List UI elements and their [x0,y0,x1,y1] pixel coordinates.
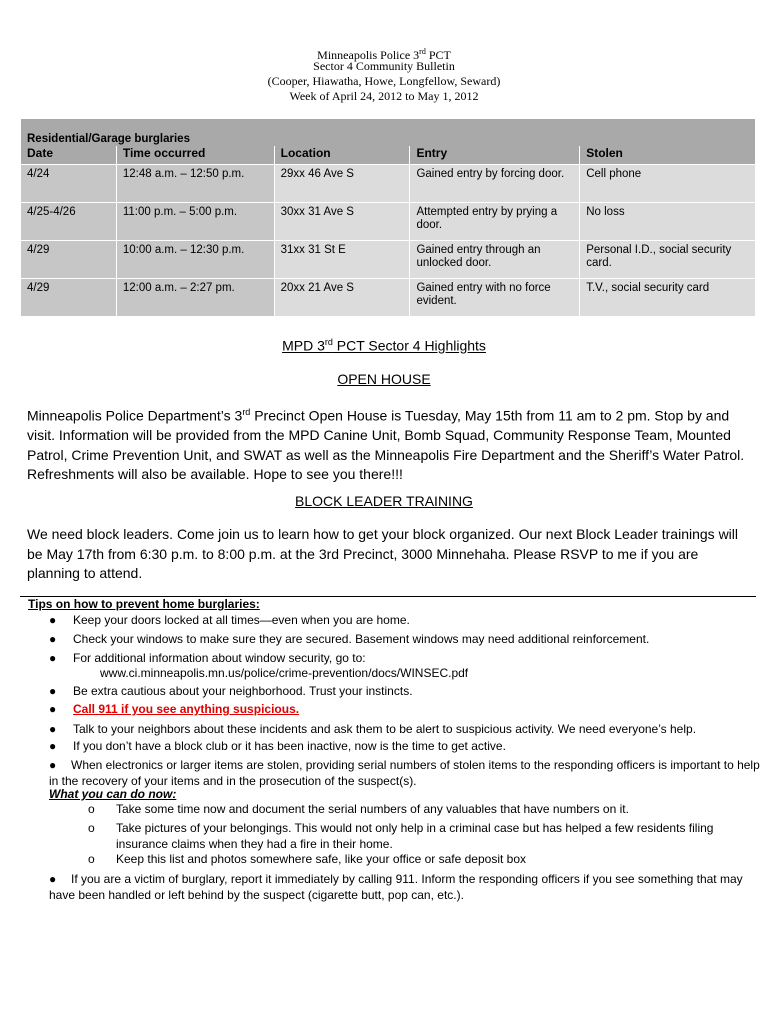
cell-date: 4/24 [21,165,117,203]
bullet-icon: ● [49,613,57,627]
table-row [21,241,756,279]
circle-bullet-icon: o [88,802,95,816]
cell-entry: Gained entry through an unlocked door. [410,241,580,279]
open-house-superscript: rd [242,407,251,417]
block-leader-paragraph: We need block leaders. Come join us to learn how to get your block organized. Our next Block Leader trainings will be May 17th from 6:30 p.m. to 8:00 p.m. at the 3rd Precinct, 3000 Minnehaha. Please RSVP to me if you are planning to attend. [27,526,739,581]
cell-time: 12:00 a.m. – 2:27 pm. [116,279,274,317]
sub-bullet-text: Take pictures of your belongings. This would not only help in a criminal case but has helped a few residents filing insurance claims when they had a fire in their home. [116,821,714,851]
tip-text: Talk to your neighbors about these incidents and ask them to be alert to suspicious activity. We need everyone’s help. [73,722,697,736]
cell-entry: Gained entry by forcing door. [410,165,580,203]
call-911-warning: Call 911 if you see anything suspicious. [73,702,300,716]
tip-text: Keep your doors locked at all times—even when you are home. [73,613,410,627]
open-house-paragraph [27,403,755,485]
tip-text: If you are a victim of burglary, report it immediately by calling 911. Inform the responding officers if you see something that may have been handled or left behind by the suspect (cigarette butt, pop can, etc.). [49,872,743,902]
circle-bullet-icon: o [88,821,95,835]
highlights-title-text: MPD 3 [282,337,325,354]
highlights-title-superscript: rd [324,337,333,347]
header-line-2: Sector 4 Community Bulletin [313,59,455,73]
header-line-1-text: Minneapolis Police 3 [317,48,420,62]
open-house-text-continued: Precinct Open House is Tuesday, May 15th from 11 am to 2 pm. Stop by and visit. Information will be provided from the MPD Canine Unit, Bomb Squad, Community Response Team, Mounted Patrol, Crime Prevention Unit, and SWAT as well as the Minneapolis Fire Department and the Sheriff’s Water Patrol. Refreshments will also be available. Hope to see you there!!! [27,407,745,483]
header-week: Week of April 24, 2012 to May 1, 2012 [289,89,479,103]
tips-title: Tips on how to prevent home burglaries: [28,597,260,611]
bullet-icon: ● [49,758,57,772]
cell-time: 11:00 p.m. – 5:00 p.m. [116,203,274,241]
window-security-link[interactable]: www.ci.minneapolis.mn.us/police/crime-prevention/docs/WINSEC.pdf [100,666,469,680]
bullet-icon: ● [49,684,57,698]
cell-stolen: No loss [580,203,756,241]
cell-entry: Attempted entry by prying a door. [410,203,580,241]
table-row [21,203,756,241]
tip-text: If you don’t have a block club or it has been inactive, now is the time to get active. [73,739,506,753]
sub-bullet-text: Keep this list and photos somewhere safe, like your office or safe deposit box [116,852,527,866]
column-header-entry: Entry [410,146,580,165]
cell-stolen: T.V., social security card [580,279,756,317]
column-header-location: Location [274,146,410,165]
table-title-row [21,119,756,147]
bullet-icon: ● [49,739,57,753]
cell-stolen: Cell phone [580,165,756,203]
open-house-heading: OPEN HOUSE [337,371,431,387]
circle-bullet-icon: o [88,852,95,866]
bullet-icon: ● [49,872,57,886]
column-header-time: Time occurred [116,146,274,165]
table-row [21,279,756,317]
cell-time: 10:00 a.m. – 12:30 p.m. [116,241,274,279]
cell-time: 12:48 a.m. – 12:50 p.m. [116,165,274,203]
cell-location: 31xx 31 St E [274,241,410,279]
cell-date: 4/29 [21,241,117,279]
cell-entry: Gained entry with no force evident. [410,279,580,317]
cell-location: 20xx 21 Ave S [274,279,410,317]
tip-text: For additional information about window security, go to: [73,651,366,665]
table-title: Residential/Garage burglaries [21,119,756,147]
cell-stolen: Personal I.D., social security card. [580,241,756,279]
table-header-row [21,146,756,165]
bullet-icon: ● [49,702,57,716]
highlights-title [0,337,768,354]
column-header-stolen: Stolen [580,146,756,165]
table-row [21,165,756,203]
header-line-1-suffix: PCT [425,48,451,62]
header-line-3: (Cooper, Hiawatha, Howe, Longfellow, Seward) [267,74,501,88]
what-you-can-do-heading: What you can do now: [49,787,177,801]
bullet-icon: ● [49,722,57,736]
cell-date: 4/29 [21,279,117,317]
block-leader-heading: BLOCK LEADER TRAINING [295,493,473,509]
header-superscript: rd [419,47,426,56]
bullet-icon: ● [49,632,57,646]
open-house-text: Minneapolis Police Department’s 3 [27,407,243,424]
cell-location: 29xx 46 Ave S [274,165,410,203]
cell-location: 30xx 31 Ave S [274,203,410,241]
tip-text: When electronics or larger items are stolen, providing serial numbers of stolen items to the responding officers is important to help in the recovery of your items and in the prosecution of the suspect(s). [49,758,760,788]
tip-text: Be extra cautious about your neighborhood. Trust your instincts. [73,684,413,698]
sub-bullet-text: Take some time now and document the serial numbers of any valuables that have numbers on it. [116,802,629,816]
burglary-table [20,118,756,317]
tip-text: Check your windows to make sure they are secured. Basement windows may need additional reinforcement. [73,632,650,646]
cell-date: 4/25-4/26 [21,203,117,241]
highlights-title-suffix: PCT Sector 4 Highlights [332,337,486,354]
column-header-date: Date [21,146,117,165]
bullet-icon: ● [49,651,57,665]
